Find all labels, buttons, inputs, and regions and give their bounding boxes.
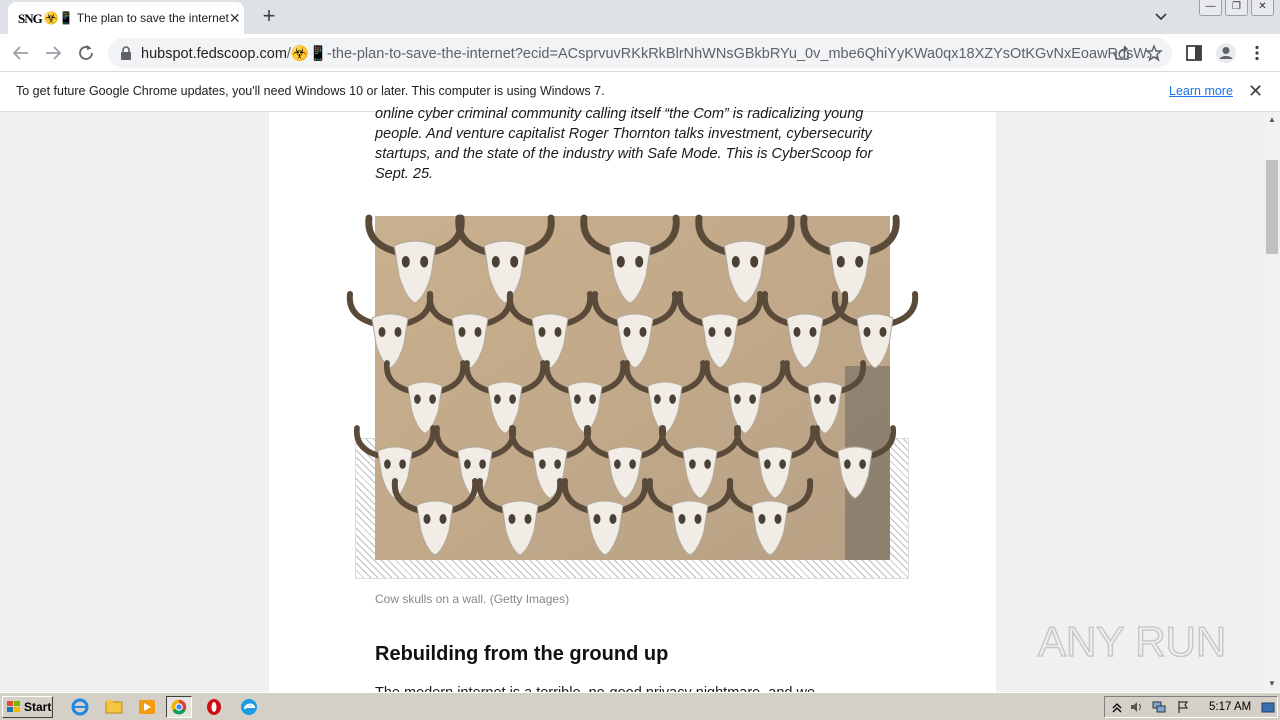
url-text[interactable] xyxy=(141,45,1159,62)
share-icon[interactable] xyxy=(1113,44,1131,62)
article-body xyxy=(269,106,996,692)
tab-title: ☣️📱 The plan to save the internet xyxy=(43,11,229,25)
browser-toolbar xyxy=(0,34,1280,72)
taskbar-clock[interactable]: 5:17 AM xyxy=(1209,701,1252,713)
chrome-menu-icon[interactable] xyxy=(1248,44,1266,62)
ie-icon[interactable] xyxy=(67,696,93,718)
scroll-down-arrow-icon[interactable]: ▼ xyxy=(1268,679,1276,688)
windows-logo-icon xyxy=(7,701,21,713)
scroll-thumb[interactable] xyxy=(1266,160,1278,254)
forward-icon[interactable] xyxy=(42,42,64,64)
learn-more-link[interactable]: Learn more xyxy=(1169,84,1233,98)
site-favicon: SNG xyxy=(18,11,42,26)
article-intro: online cyber criminal community calling itself “the Com” is radicalizing young people. And venture capitalist Roger Thornton talks investment, cybersecurity startups, and the state of the industry with Safe Mode. This is CyberScoop for Sept. 25. xyxy=(375,106,873,182)
page-viewport xyxy=(0,106,1264,692)
infobar-message: To get future Google Chrome updates, you'll need Windows 10 or later. This computer is using Windows 7. xyxy=(16,84,605,98)
edge-icon[interactable] xyxy=(236,696,262,718)
start-button[interactable] xyxy=(2,696,53,718)
url-host: hubspot.fedscoop.com xyxy=(141,46,287,62)
tab-active[interactable] xyxy=(8,2,244,34)
system-tray xyxy=(1104,696,1278,718)
tab-strip xyxy=(0,0,1280,34)
network-icon[interactable] xyxy=(1152,700,1166,714)
volume-icon[interactable] xyxy=(1129,700,1143,714)
address-bar[interactable] xyxy=(108,38,1172,68)
start-label: Start xyxy=(24,700,52,714)
windows-taskbar xyxy=(0,692,1280,720)
section-heading: Rebuilding from the ground up xyxy=(375,643,669,665)
tray-expand-icon[interactable] xyxy=(1110,700,1124,714)
opera-icon[interactable] xyxy=(201,696,227,718)
minimize-button[interactable]: — xyxy=(1199,0,1222,16)
photo-caption: Cow skulls on a wall. (Getty Images) xyxy=(375,592,570,606)
side-panel-icon[interactable] xyxy=(1185,44,1203,62)
anyrun-watermark xyxy=(1038,610,1238,674)
scroll-up-arrow-icon[interactable]: ▲ xyxy=(1268,115,1276,124)
action-center-flag-icon[interactable] xyxy=(1176,700,1190,714)
show-desktop-icon[interactable] xyxy=(1261,700,1275,714)
infobar-close-icon[interactable]: ✕ xyxy=(1248,81,1264,101)
new-tab-button[interactable]: + xyxy=(262,3,276,28)
lock-icon[interactable] xyxy=(120,46,132,60)
cow-skulls-illustration xyxy=(375,216,890,560)
reload-icon[interactable] xyxy=(75,42,97,64)
page-scrollbar[interactable] xyxy=(1264,112,1280,692)
media-player-icon[interactable] xyxy=(134,696,160,718)
close-window-button[interactable]: ✕ xyxy=(1251,0,1274,16)
tab-search-icon[interactable] xyxy=(1152,8,1170,26)
profile-avatar-icon[interactable] xyxy=(1215,42,1237,64)
bookmark-star-icon[interactable] xyxy=(1145,44,1163,62)
tab-close-icon[interactable]: ✕ xyxy=(228,10,241,26)
url-path: /☣️📱-the-plan-to-save-the-internet?ecid=ACsprvuvRKkRkBlrNhWNsGBkbRYu_0v_mbe6QhiYyKWa0qx18XZYsOtKGvNxEoawRdsW... xyxy=(286,46,1159,62)
watermark-text: ANY RUN xyxy=(1038,618,1227,665)
article-photo xyxy=(375,216,890,560)
window-controls xyxy=(1199,0,1274,16)
restore-button[interactable]: ❐ xyxy=(1225,0,1248,16)
chrome-taskbar-icon[interactable] xyxy=(166,696,192,718)
back-icon[interactable] xyxy=(10,42,32,64)
file-explorer-icon[interactable] xyxy=(101,696,127,718)
